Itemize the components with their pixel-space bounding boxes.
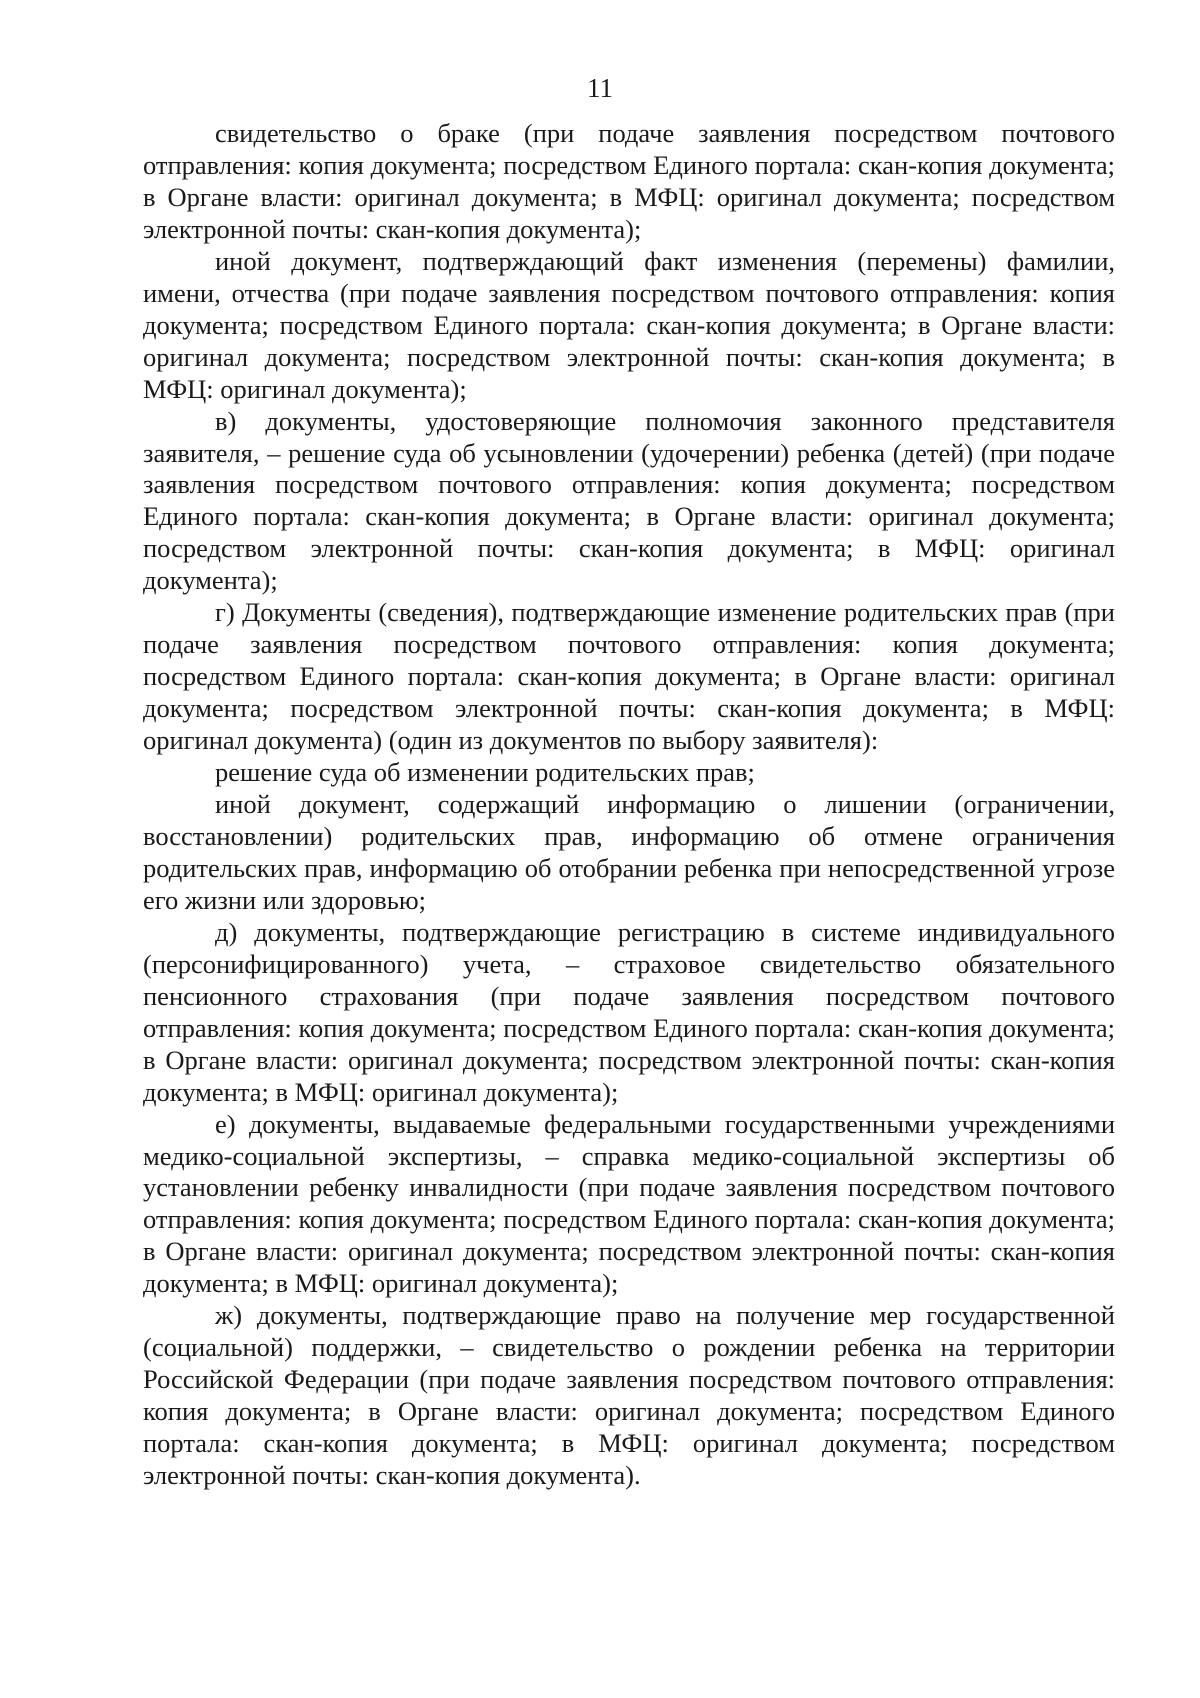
paragraph-item-d-individual-accounting: д) документы, подтверждающие регистрацию в системе индивидуального (персонифицированного) учета, – страховое свидетельство обязательного пенсионного страхования (при подаче заявления посредством почтового отправления: копия документа; посредством Единого портала: скан-копия документа; в Органе власти: оригинал документа; посредством электронной почты: скан-копия документа; в МФЦ: оригинал документа); bbox=[143, 916, 1115, 1107]
paragraph-item-e-medical-expertise: е) документы, выдаваемые федеральными государственными учреждениями медико-социальной экспертизы, – справка медико-социальной экспертизы об установлении ребенку инвалидности (при подаче заявления посредством почтового отправления: копия документа; посредством Единого портала: скан-копия документа; в Органе власти: оригинал документа; посредством электронной почты: скан-копия документа; в МФЦ: оригинал документа); bbox=[143, 1108, 1115, 1299]
document-body bbox=[143, 118, 1115, 1492]
paragraph-item-g-parental-rights: г) Документы (сведения), подтверждающие изменение родительских прав (при подаче заявления посредством почтового отправления: копия документа; посредством Единого портала: скан-копия документа; в Органе власти: оригинал документа; посредством электронной почты: скан-копия документа; в МФЦ: оригинал документа) (один из документов по выбору заявителя): bbox=[143, 597, 1115, 756]
paragraph-item-zh-state-support: ж) документы, подтверждающие право на получение мер государственной (социальной) поддержки, – свидетельство о рождении ребенка на территории Российской Федерации (при подаче заявления посредством почтового отправления: копия документа; в Органе власти: оригинал документа; посредством Единого портала: скан-копия документа; в МФЦ: оригинал документа; посредством электронной почты: скан-копия документа). bbox=[143, 1300, 1115, 1491]
paragraph-marriage-certificate: свидетельство о браке (при подаче заявления посредством почтового отправления: копия документа; посредством Единого портала: скан-копия документа; в Органе власти: оригинал документа; в МФЦ: оригинал документа; посредством электронной почты: скан-копия документа); bbox=[143, 118, 1115, 244]
paragraph-item-v-legal-representative: в) документы, удостоверяющие полномочия законного представителя заявителя, – решение суда об усыновлении (удочерении) ребенка (детей) (при подаче заявления посредством почтового отправления: копия документа; посредством Единого портала: скан-копия документа; в Органе власти: оригинал документа; посредством электронной почты: скан-копия документа; в МФЦ: оригинал документа); bbox=[143, 405, 1115, 596]
page-number: 11 bbox=[587, 73, 613, 103]
paragraph-court-decision: решение суда об изменении родительских прав; bbox=[215, 757, 755, 788]
paragraph-name-change-document: иной документ, подтверждающий факт изменения (перемены) фамилии, имени, отчества (при подаче заявления посредством почтового отправления: копия документа; посредством Единого портала: скан-копия документа; в Органе власти: оригинал документа; посредством электронной почты: скан-копия документа; в МФЦ: оригинал документа); bbox=[143, 245, 1115, 404]
paragraph-other-document-parental-rights: иной документ, содержащий информацию о лишении (ограничении, восстановлении) родительских прав, информацию об отмене ограничения родительских прав, информацию об отобрании ребенка при непосредственной угрозе его жизни или здоровью; bbox=[143, 789, 1115, 915]
